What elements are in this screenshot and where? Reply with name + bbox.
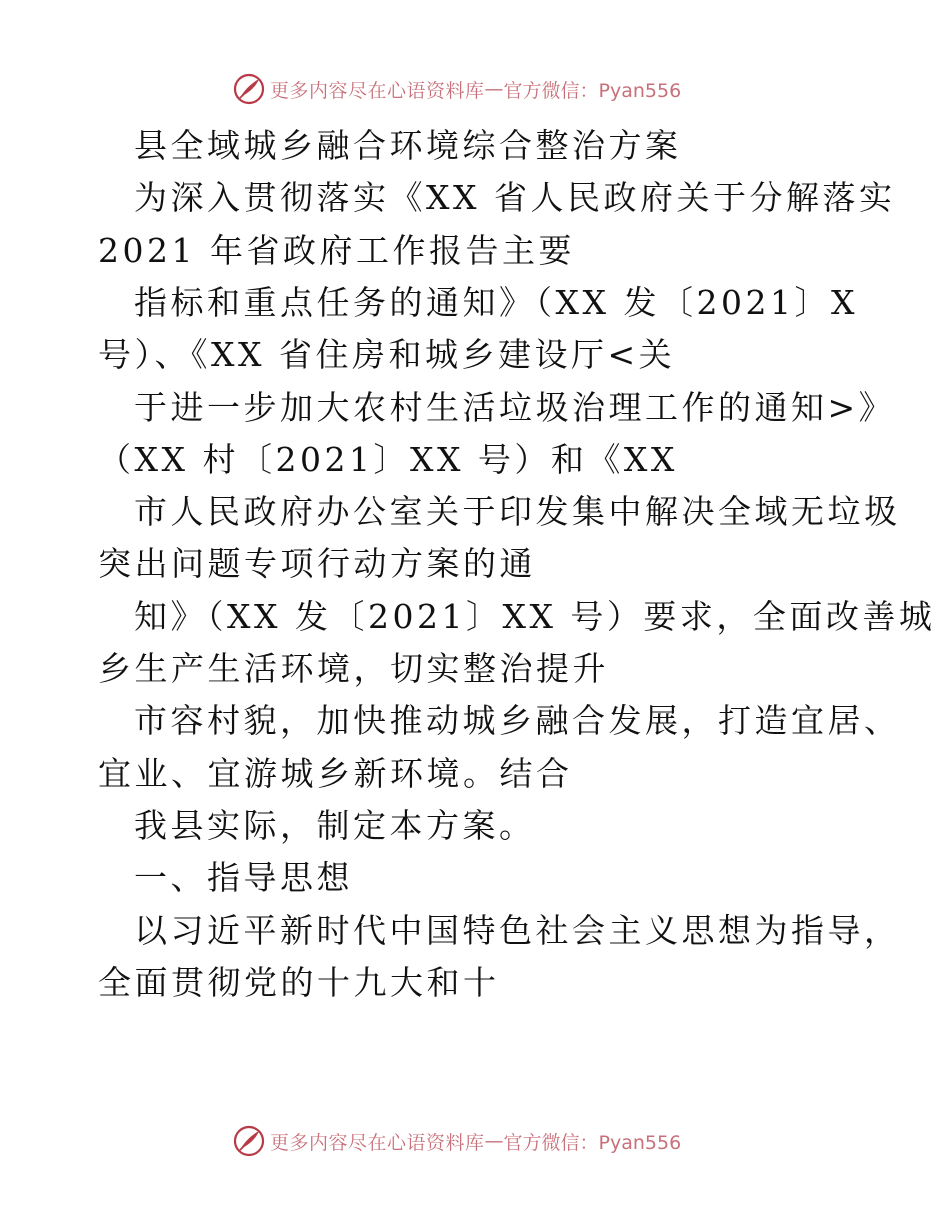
watermark-official-account: 官方微信：Pyan556 [503,79,682,102]
body-text-line: 我县实际，制定本方案。 [134,806,536,845]
quill-logo-icon [232,1124,266,1158]
body-text-line: 以习近平新时代中国特色社会主义思想为指导， [134,911,901,950]
body-text-line: 于进一步加大农村生活垃圾治理工作的通知>》 [134,388,896,427]
body-text-line: 宜业、宜游城乡新环境。结合 [98,754,573,793]
footer-watermark [232,1124,681,1158]
watermark-text: 更多内容尽在心语资料库 [270,79,485,102]
body-text-line: 市容村貌，加快推动城乡融合发展，打造宜居、 [134,701,901,740]
header-watermark [232,72,681,106]
body-text-line: 突出问题专项行动方案的通 [98,544,536,583]
watermark-official-account: 官方微信：Pyan556 [503,1131,682,1154]
watermark-dash: — [484,1130,504,1152]
section-heading: 一、指导思想 [134,858,353,897]
body-text-line: 全面贯彻党的十九大和十 [98,963,500,1002]
document-title: 县全域城乡融合环境综合整治方案 [134,126,682,165]
body-text-line: 号）、《XX 省住房和城乡建设厅<关 [98,335,676,374]
body-text-line: （XX 村〔2021〕XX 号）和《XX [98,440,678,479]
watermark-text: 更多内容尽在心语资料库 [270,1131,485,1154]
body-text-line: 乡生产生活环境，切实整治提升 [98,649,609,688]
watermark-dash: — [484,78,504,100]
body-text-line: 知》（XX 发〔2021〕XX 号）要求，全面改善城 [134,597,936,636]
body-text-line: 为深入贯彻落实《XX 省人民政府关于分解落实 [134,178,896,217]
body-text-line: 市人民政府办公室关于印发集中解决全域无垃圾 [134,492,901,531]
body-text-line: 2021 年省政府工作报告主要 [98,231,575,270]
body-text-line: 指标和重点任务的通知》（XX 发〔2021〕X [134,283,858,322]
quill-logo-icon [232,72,266,106]
